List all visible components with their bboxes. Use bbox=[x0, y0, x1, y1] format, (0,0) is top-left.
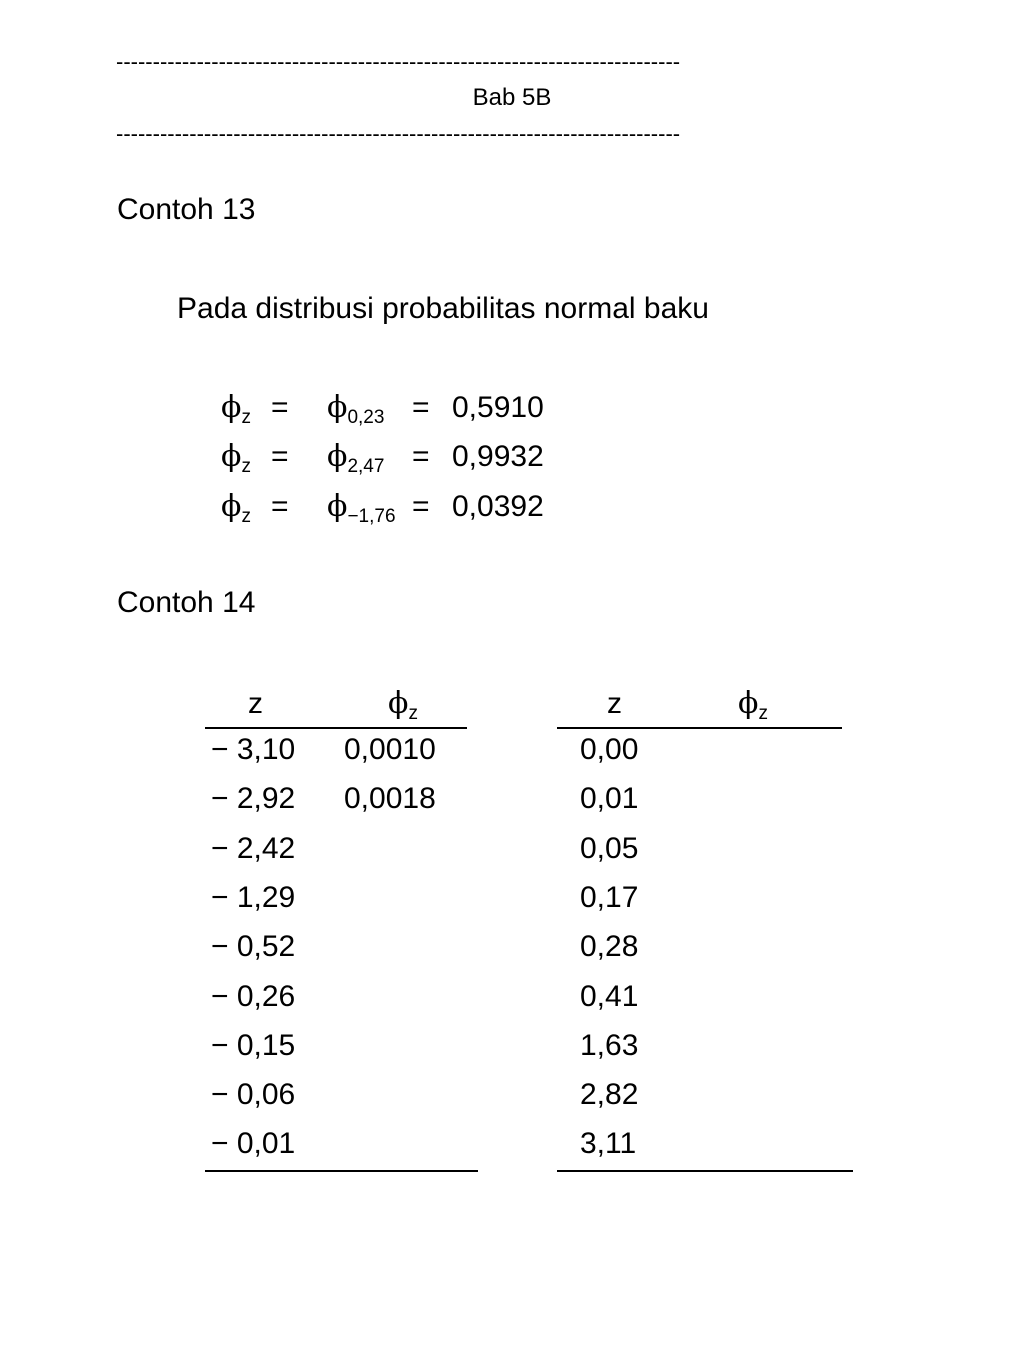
left-table-header-z: z bbox=[248, 687, 263, 720]
equation-row bbox=[0, 437, 700, 477]
table-cell-z: − 0,15 bbox=[211, 1029, 296, 1062]
phi-symbol: ϕ bbox=[327, 439, 348, 474]
table-cell-z: − 0,52 bbox=[211, 930, 296, 963]
phi-symbol: ϕ bbox=[327, 390, 348, 425]
phi-subscript: z bbox=[758, 703, 768, 724]
table-cell-z: − 1,29 bbox=[211, 881, 296, 914]
phi-subscript: 2,47 bbox=[347, 456, 385, 477]
table-cell-z: 0,28 bbox=[580, 930, 639, 963]
table-cell-z: 0,01 bbox=[580, 782, 639, 815]
phi-subscript: z bbox=[241, 456, 251, 477]
table-cell-z: − 0,06 bbox=[211, 1078, 296, 1111]
table-cell-z: 0,05 bbox=[580, 832, 639, 865]
right-z-table bbox=[0, 684, 1024, 1184]
table-cell-z: 1,63 bbox=[580, 1029, 639, 1062]
phi-subscript: z bbox=[241, 407, 251, 428]
table-cell-z: 0,41 bbox=[580, 980, 639, 1013]
phi-symbol: ϕ bbox=[221, 439, 242, 474]
header-dash-line-bottom: ----------------------------------------------------------------------------- bbox=[116, 122, 681, 146]
equals-sign: = bbox=[412, 490, 430, 523]
right-table-header-phi bbox=[738, 684, 768, 728]
phi-subscript: z bbox=[408, 703, 418, 724]
probability-value: 0,0392 bbox=[452, 490, 544, 523]
example-14-title: Contoh 14 bbox=[117, 586, 256, 619]
equals-sign: = bbox=[412, 440, 430, 473]
phi-symbol: ϕ bbox=[388, 686, 409, 721]
table-cell-z: − 0,26 bbox=[211, 980, 296, 1013]
equals-sign: = bbox=[271, 391, 289, 424]
table-cell-z: − 0,01 bbox=[211, 1127, 296, 1160]
table-cell-z: − 2,42 bbox=[211, 832, 296, 865]
equation-lhs bbox=[221, 437, 251, 481]
right-table-header-rule bbox=[557, 727, 842, 729]
table-cell-z: 0,17 bbox=[580, 881, 639, 914]
right-table-bottom-rule bbox=[557, 1170, 853, 1172]
table-cell-z: − 2,92 bbox=[211, 782, 296, 815]
equation-row bbox=[0, 388, 700, 428]
equals-sign: = bbox=[271, 440, 289, 473]
equation-row bbox=[0, 487, 700, 527]
phi-symbol: ϕ bbox=[221, 390, 242, 425]
phi-symbol: ϕ bbox=[221, 489, 242, 524]
probability-value: 0,9932 bbox=[452, 440, 544, 473]
equals-sign: = bbox=[271, 490, 289, 523]
example-13-intro: Pada distribusi probabilitas normal baku bbox=[177, 292, 709, 325]
phi-subscript: z bbox=[241, 506, 251, 527]
phi-subscript: −1,76 bbox=[347, 506, 396, 527]
phi-subscript: 0,23 bbox=[347, 407, 385, 428]
phi-symbol: ϕ bbox=[327, 489, 348, 524]
equation-rhs bbox=[327, 487, 396, 531]
table-cell-phi: 0,0010 bbox=[344, 733, 436, 766]
header-dash-line-top: ----------------------------------------------------------------------------- bbox=[116, 50, 681, 74]
equation-lhs bbox=[221, 487, 251, 531]
right-table-header-z: z bbox=[607, 687, 622, 720]
equation-lhs bbox=[221, 388, 251, 432]
phi-symbol: ϕ bbox=[738, 686, 759, 721]
equation-rhs bbox=[327, 437, 384, 481]
probability-value: 0,5910 bbox=[452, 391, 544, 424]
example-13-title: Contoh 13 bbox=[117, 193, 256, 226]
equation-rhs bbox=[327, 388, 384, 432]
chapter-title: Bab 5B bbox=[472, 84, 552, 111]
table-cell-phi: 0,0018 bbox=[344, 782, 436, 815]
table-cell-z: 0,00 bbox=[580, 733, 639, 766]
table-cell-z: − 3,10 bbox=[211, 733, 296, 766]
table-cell-z: 2,82 bbox=[580, 1078, 639, 1111]
table-cell-z: 3,11 bbox=[580, 1127, 637, 1160]
equals-sign: = bbox=[412, 391, 430, 424]
